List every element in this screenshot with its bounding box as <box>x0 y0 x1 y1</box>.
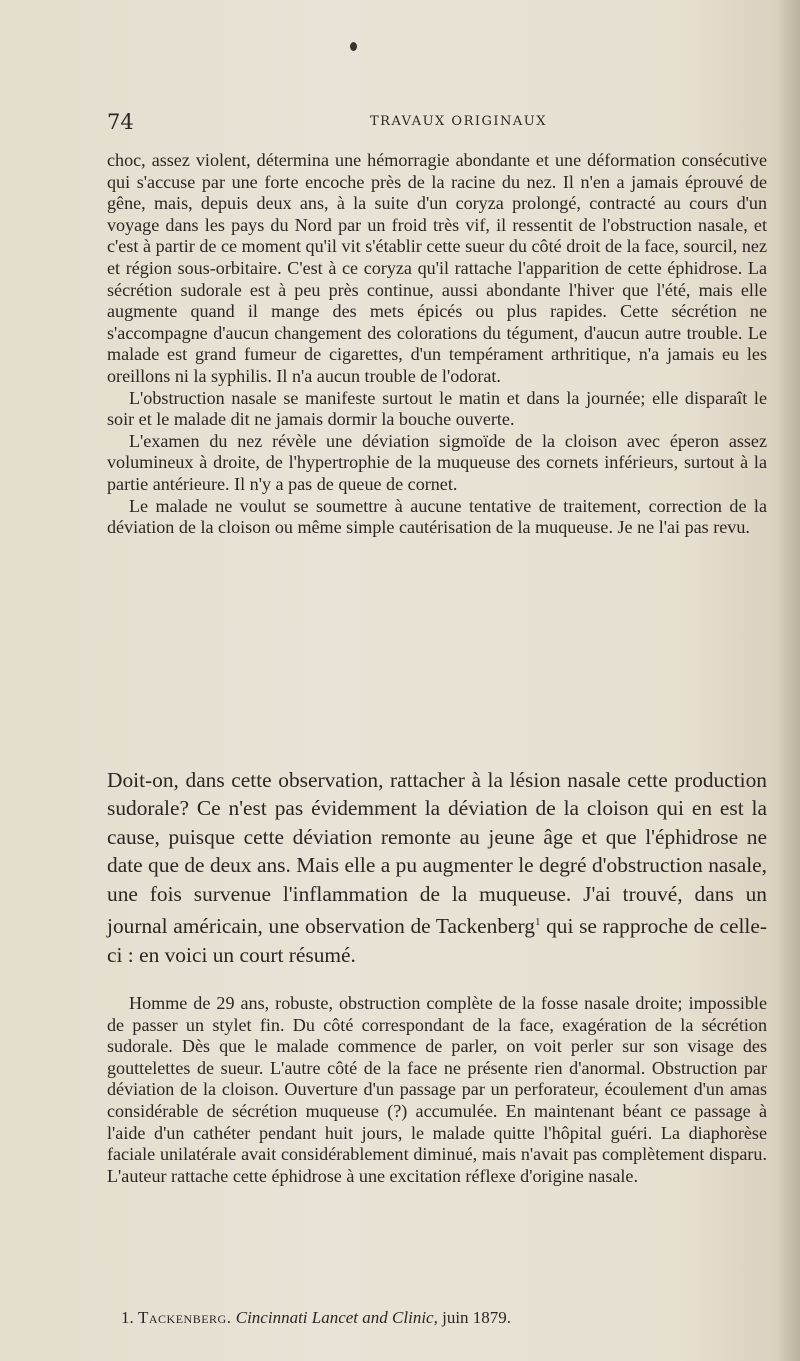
footnote-reference: 1 <box>534 916 541 929</box>
paragraph: L'obstruction nasale se manifeste surtout le matin et dans la journée; elle disparaît le soir et le malade dit ne jamais dormir la bouche ouverte. <box>107 387 767 430</box>
footnote-journal: Cincinnati Lancet and Clinic, <box>235 1308 438 1327</box>
footnote-date: juin 1879. <box>442 1308 512 1327</box>
footnote <box>107 1307 781 1329</box>
running-title: TRAVAUX ORIGINAUX <box>369 114 547 129</box>
paragraph: Homme de 29 ans, robuste, obstruction complète de la fosse nasale droite; impossible de passer un stylet fin. Du côté correspondant de la face, exagération de la sécrétion sudorale. Dès que le malade commence de parler, on voit perler sur son visage des gouttelettes de sueur. L'autre côté de la face ne présente rien d'anormal. Obstruction par déviation de la cloison. Ouverture d'un passage par un perforateur, écoulement d'un amas considérable de sécrétion muqueuse (?) accumulée. En maintenant béant ce passage à l'aide d'un cathéter pendant huit jours, le malade quitte l'hôpital guéri. La diaphorèse faciale unilatérale avait considérablement diminué, mais n'avait pas complètement disparu. L'auteur rattache cette éphidrose à une excitation réflexe d'origine nasale. <box>107 993 767 1186</box>
footnote-number: 1. <box>121 1308 134 1327</box>
paragraph <box>107 766 767 969</box>
page-number: 74 <box>107 110 134 134</box>
paragraph: Le malade ne voulut se soumettre à aucune tentative de traitement, correction de la déviation de la cloison ou même simple cautérisation de la muqueuse. Je ne l'ai pas revu. <box>107 495 767 538</box>
page-header <box>107 110 770 134</box>
footnote-author: Tackenberg. <box>138 1308 232 1327</box>
paragraph: choc, assez violent, détermina une hémorragie abondante et une déformation consécutive qui s'accuse par une forte encoche près de la racine du nez. Il n'en a jamais éprouvé de gêne, mais, depuis deux ans, à la suite d'un coryza prolongé, contracté au cours d'un voyage dans les pays du Nord par un froid très vif, il ressentit de l'obstruction nasale, et c'est à partir de ce moment qu'il vit s'établir cette sueur du côté droit de la face, sourcil, nez et région sous-orbitaire. C'est à ce coryza qu'il rattache l'apparition de cette éphidrose. La sécrétion sudorale est à peu près continue, aussi abondante l'hiver que l'été, mais elle augmente quand il mange des mets épicés ou plus rapides. Cette sécrétion ne s'accompagne d'aucun changement des colorations du tégument, d'aucun autre trouble. Le malade est grand fumeur de cigarettes, d'un tempérament arthritique, n'a jamais eu les oreillons ni la syphilis. Il n'a aucun trouble de l'odorat. <box>107 150 767 386</box>
paragraph: L'examen du nez révèle une déviation sigmoïde de la cloison avec éperon assez volumineux à droite, de l'hypertrophie de la muqueuse des cornets inférieurs, surtout à la partie antérieure. Il n'y a pas de queue de cornet. <box>107 430 767 494</box>
discussion-paragraph <box>107 766 767 969</box>
case-summary <box>107 993 767 1187</box>
paragraph-text: Doit-on, dans cette observation, rattacher à la lésion nasale cette production sudorale? Ce n'est pas évidemment la déviation de la cloison qui en est la cause, puisque cette déviation remonte au jeune âge et que l'éphidrose ne date que de deux ans. Mais elle a pu augmenter le degré d'obstruction nasale, une fois survenue l'inflammation de la muqueuse. J'ai trouvé, dans un journal américain, une observation de Tackenberg <box>107 768 767 939</box>
paragraph-text: qui se rapproche de celle-ci : en voici un court résumé. <box>107 914 767 967</box>
ink-dot <box>350 42 357 51</box>
case-continuation <box>107 150 767 539</box>
